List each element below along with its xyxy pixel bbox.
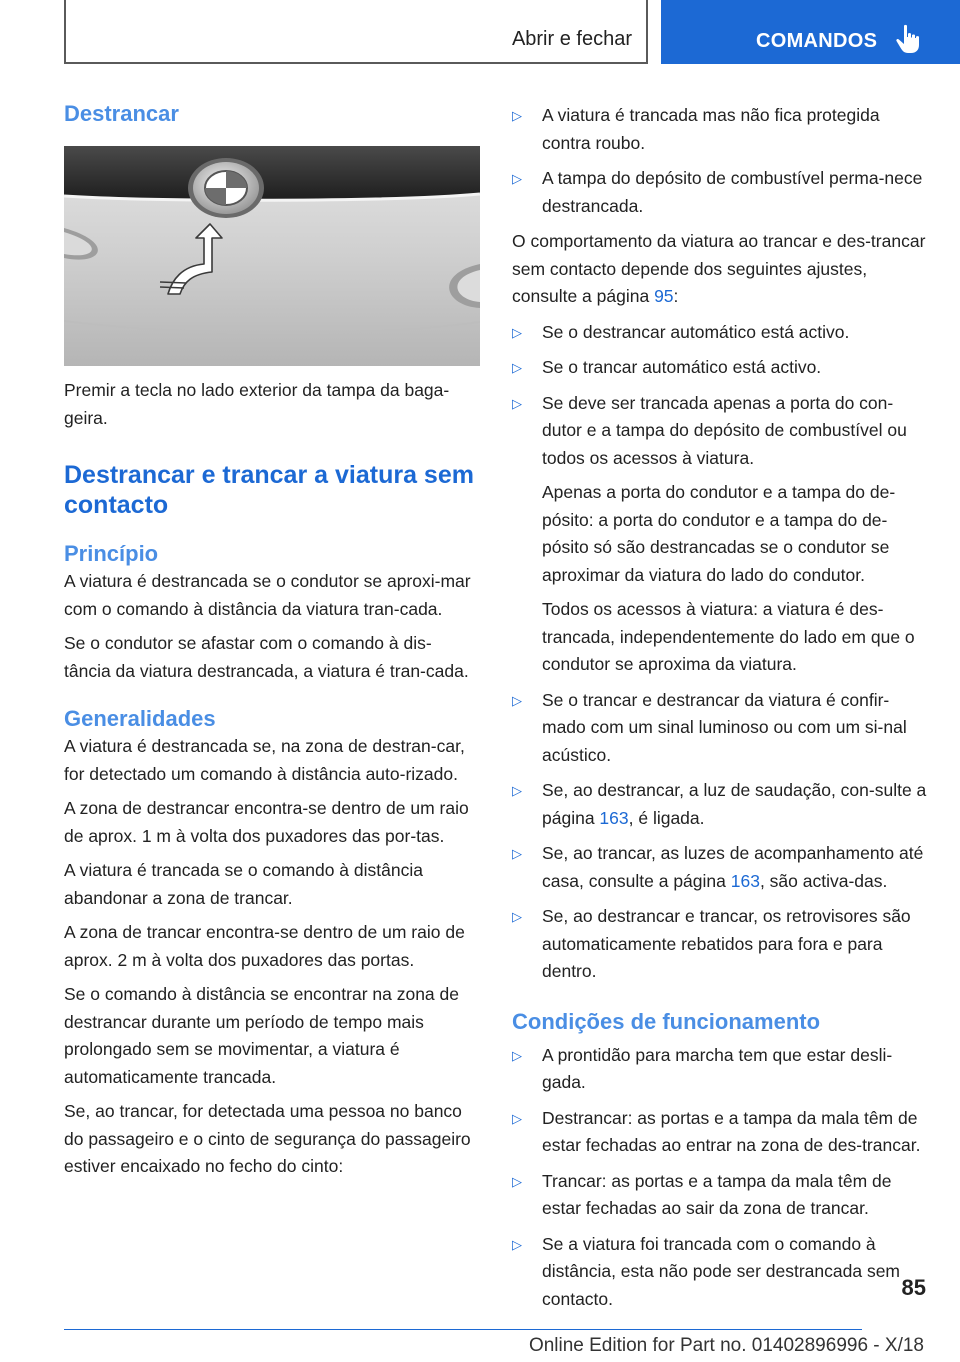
list-sub-paragraph: Apenas a porta do condutor e a tampa do de-pósito: a porta do condutor e a tampa do de-pósito só são destrancadas se o condutor se aproximar da viatura do lado do condutor. xyxy=(542,482,896,585)
chapter-tab-label: COMANDOS xyxy=(756,30,878,52)
hand-pointer-icon xyxy=(895,24,921,54)
heading-condicoes: Condições de funcionamento xyxy=(512,1008,821,1034)
paragraph: A viatura é destrancada se, na zona de destran-car, for detectado um comando à distância auto-rizado. xyxy=(64,736,465,784)
page-number: 85 xyxy=(901,1275,926,1300)
list-sub-paragraph: Todos os acessos à viatura: a viatura é des-trancada, independentemente do lado em que o condutor se aproxima da viatura. xyxy=(542,599,915,674)
paragraph: A viatura é trancada se o comando à distância abandonar a zona de trancar. xyxy=(64,860,423,908)
heading-sem-contacto: Destrancar e trancar a viatura sem contacto xyxy=(64,461,474,519)
list-item: ▷ Se o trancar e destrancar da viatura é confir-mado com um sinal luminoso ou com um si-nal acústico. xyxy=(512,687,928,770)
triangle-bullet-icon: ▷ xyxy=(512,108,522,123)
page-header xyxy=(0,0,960,66)
list-item: ▷ Destrancar: as portas e a tampa da mala têm de estar fechadas ao entrar na zona de des-trancar. xyxy=(512,1105,928,1160)
list-item: ▷ A viatura é trancada mas não fica protegida contra roubo. xyxy=(512,102,928,157)
triangle-bullet-icon: ▷ xyxy=(512,324,522,340)
left-column xyxy=(64,100,478,1181)
page-link-163[interactable]: 163 xyxy=(599,807,629,828)
list-item: ▷ Se o trancar automático está activo. xyxy=(512,354,928,382)
paragraph: A zona de destrancar encontra-se dentro de um raio de aprox. 1 m à volta dos puxadores das por-tas. xyxy=(64,798,469,846)
right-column xyxy=(512,102,928,1313)
heading-generalidades: Generalidades xyxy=(64,706,216,731)
edition-note: Online Edition for Part no. 01402896996 - X/18 xyxy=(528,1335,924,1356)
paragraph: Se o comando à distância se encontrar na zona de destrancar durante um período de tempo mais prolongado sem se movimentar, a viatura é automaticamente trancada. xyxy=(64,984,459,1087)
heading-principio: Princípio xyxy=(64,541,159,566)
triangle-bullet-icon: ▷ xyxy=(512,1047,522,1063)
section-header-box xyxy=(64,0,648,64)
list-item: ▷ A tampa do depósito de combustível perma-nece destrancada. xyxy=(512,165,928,220)
list-item: ▷ Se, ao trancar, as luzes de acompanhamento até casa, consulte a página 163, são activa-das. xyxy=(512,840,928,895)
triangle-bullet-icon: ▷ xyxy=(512,783,522,798)
triangle-bullet-icon: ▷ xyxy=(512,360,522,375)
paragraph: O comportamento da viatura ao trancar e des-trancar sem contacto depende dos seguintes ajustes, consulte a página 95: xyxy=(512,231,926,306)
page-link-163[interactable]: 163 xyxy=(730,870,760,891)
page-link-95[interactable]: 95 xyxy=(654,286,674,306)
triangle-bullet-icon: ▷ xyxy=(512,846,522,861)
trunk-button-illustration xyxy=(64,146,480,366)
triangle-bullet-icon: ▷ xyxy=(512,1173,522,1189)
footer-divider xyxy=(64,1329,862,1330)
list-item: ▷ Se deve ser trancada apenas a porta do con-dutor e a tampa do depósito de combustível ou todos os acessos à viatura. Apenas a porta do condutor e a tampa do de-pósito: a porta do condutor e a tampa do de-pósito só são destrancadas se o condutor se aproximar da viatura do lado do condutor. Todos os acessos à viatura: a viatura é des-trancada, independentemente do lado em que o condutor se aproxima da viatura. xyxy=(512,390,928,679)
list-item: ▷ A prontidão para marcha tem que estar desli-gada. xyxy=(512,1042,928,1097)
paragraph: Se, ao trancar, for detectada uma pessoa no banco do passageiro e o cinto de segurança do passageiro estiver encaixado no fecho do cinto: xyxy=(64,1101,471,1176)
chapter-tab[interactable] xyxy=(661,0,960,64)
triangle-bullet-icon: ▷ xyxy=(512,1110,522,1126)
figure-caption: Premir a tecla no lado exterior da tampa da baga-geira. xyxy=(64,380,450,428)
triangle-bullet-icon: ▷ xyxy=(512,909,522,924)
list-item: ▷ Se a viatura foi trancada com o comando à distância, esta não pode ser destrancada sem contacto. xyxy=(512,1231,928,1314)
heading-destrancar: Destrancar xyxy=(64,101,179,126)
list-item: ▷ Se, ao destrancar e trancar, os retrovisores são automaticamente rebatidos para fora e para dentro. xyxy=(512,903,928,986)
paragraph: A zona de trancar encontra-se dentro de um raio de aprox. 2 m à volta dos puxadores das portas. xyxy=(64,922,465,970)
triangle-bullet-icon: ▷ xyxy=(512,1236,522,1252)
paragraph: Se o condutor se afastar com o comando à dis-tância da viatura destrancada, a viatura é tran-cada. xyxy=(64,633,469,681)
triangle-bullet-icon: ▷ xyxy=(512,395,522,411)
list-item: ▷ Se, ao destrancar, a luz de saudação, con-sulte a página 163, é ligada. xyxy=(512,777,928,832)
section-title: Abrir e fechar xyxy=(511,28,632,50)
list-item: ▷ Trancar: as portas e a tampa da mala têm de estar fechadas ao sair da zona de trancar. xyxy=(512,1168,928,1223)
triangle-bullet-icon: ▷ xyxy=(512,692,522,708)
paragraph: A viatura é destrancada se o condutor se aproxi-mar com o comando à distância da viatura tran-cada. xyxy=(64,571,471,619)
list-item: ▷ Se o destrancar automático está activo. xyxy=(512,319,928,347)
triangle-bullet-icon: ▷ xyxy=(512,171,522,186)
